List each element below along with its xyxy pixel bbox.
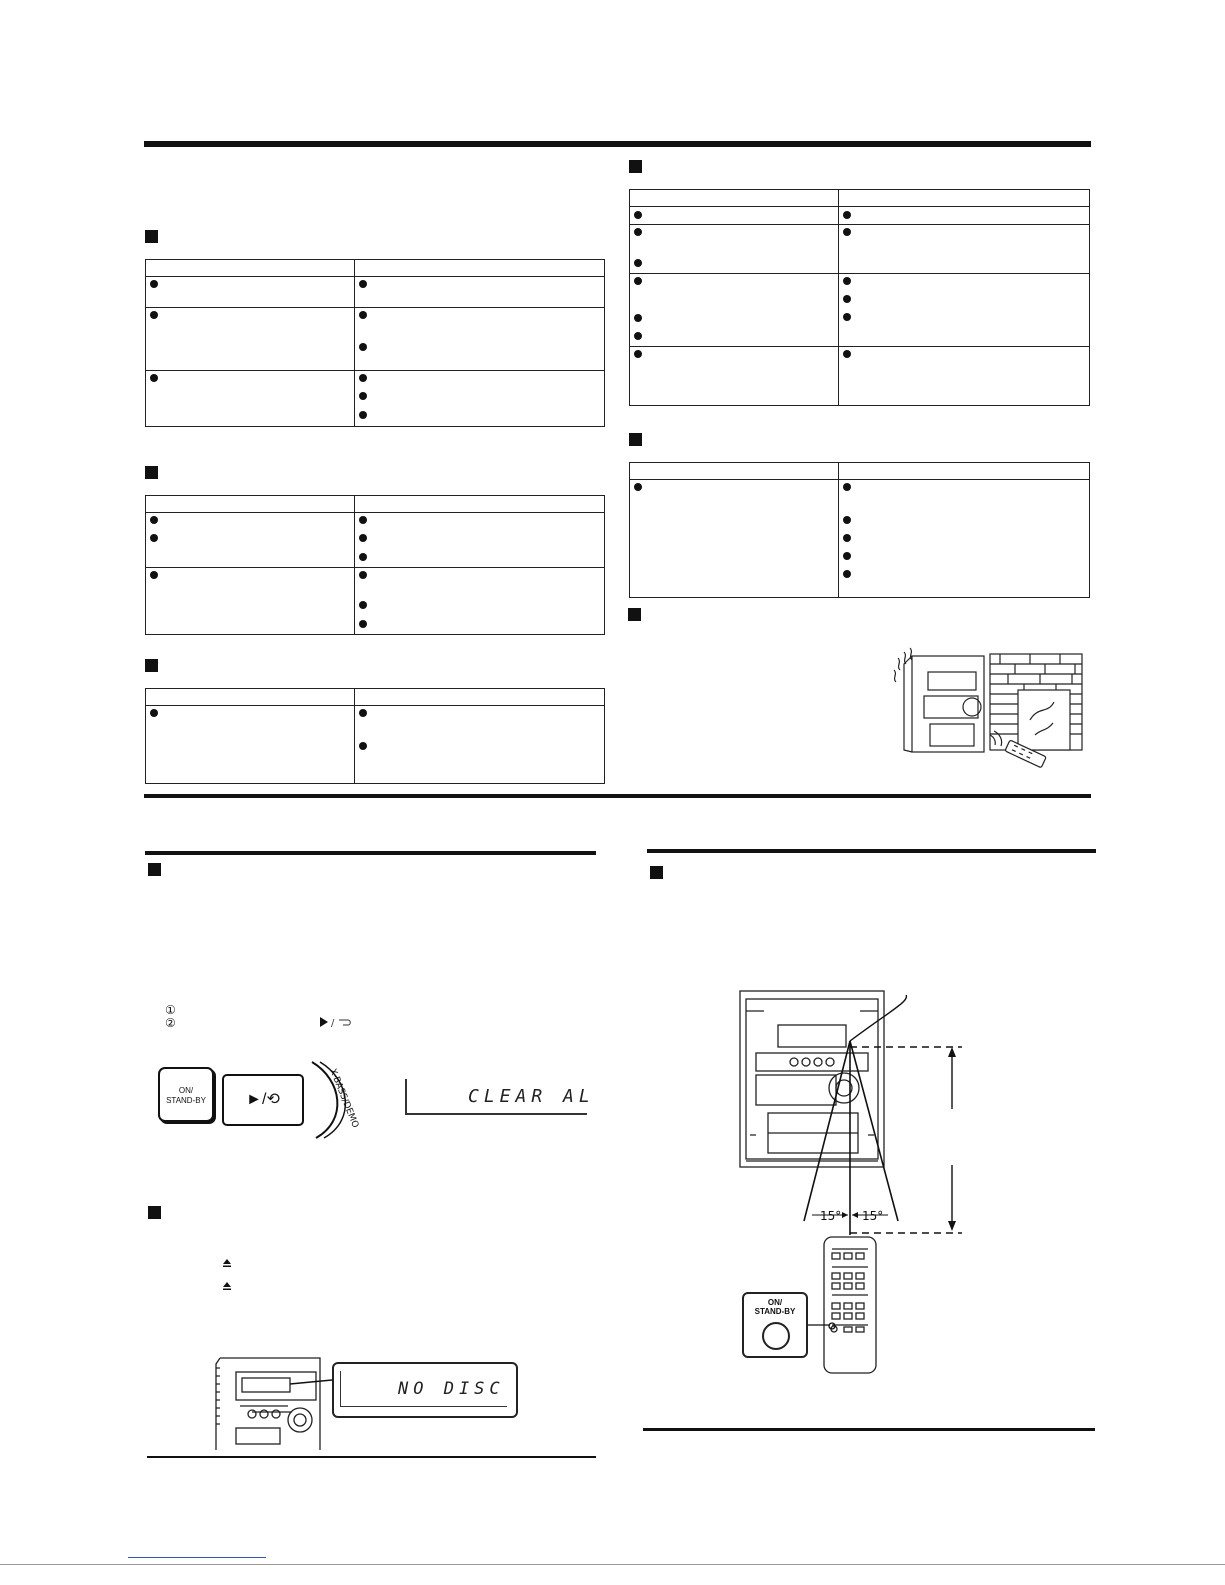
troubleshoot-table-3 (145, 688, 605, 784)
troubleshoot-table-5 (629, 462, 1090, 598)
bullet-icon (359, 311, 367, 319)
bullet-icon (843, 516, 851, 524)
bullet-icon (634, 211, 642, 219)
unit-illustration (212, 1354, 332, 1450)
section-marker-icon (148, 863, 161, 876)
bullet-icon (359, 601, 367, 609)
bullet-icon (634, 259, 642, 267)
xbass-demo-button[interactable] (300, 1060, 361, 1140)
remote-on-standby-callout[interactable] (742, 1292, 808, 1358)
bottom-right-footer-rule (643, 1428, 1095, 1431)
bullet-icon (150, 374, 158, 382)
svg-text:/: / (331, 1018, 335, 1029)
bullet-icon (359, 516, 367, 524)
display-text-no-disc: NO DISC (398, 1379, 505, 1399)
bullet-icon (359, 374, 367, 382)
bullet-icon (843, 313, 851, 321)
troubleshoot-table-1 (145, 259, 605, 427)
troubleshoot-table-4 (629, 189, 1090, 406)
bullet-icon (150, 516, 158, 524)
section-marker-icon (629, 433, 642, 446)
display-text-clear-all: CLEAR AL (468, 1086, 595, 1107)
bullet-icon (150, 571, 158, 579)
on-standby-button[interactable] (158, 1067, 214, 1122)
remote-on-standby-label: ON/ STAND-BY (754, 1298, 796, 1316)
section-marker-icon (650, 866, 663, 879)
bullet-icon (150, 311, 158, 319)
section-marker-icon (145, 659, 158, 672)
bullet-icon (359, 411, 367, 419)
bullet-icon (359, 343, 367, 351)
bullet-icon (843, 350, 851, 358)
section-marker-icon (629, 160, 642, 173)
bullet-icon (634, 228, 642, 236)
top-header-rule (144, 141, 1091, 147)
bullet-icon (634, 350, 642, 358)
bullet-icon (359, 553, 367, 561)
angle-label-right: 15° (862, 1209, 884, 1223)
bullet-icon (150, 534, 158, 542)
bullet-icon (634, 483, 642, 491)
play-repeat-button[interactable] (222, 1074, 304, 1126)
section-marker-icon (148, 1206, 161, 1219)
bullet-icon (150, 709, 158, 717)
section-marker-icon (628, 608, 641, 621)
bullet-icon (150, 280, 158, 288)
eject-icon (222, 1281, 232, 1291)
bullet-icon (359, 571, 367, 579)
bullet-icon (359, 534, 367, 542)
step-number-1: ① (165, 1003, 176, 1017)
bullet-icon (359, 620, 367, 628)
remote-power-button[interactable] (762, 1322, 790, 1350)
xbass-demo-label: X-BASS/DEMO (327, 1067, 361, 1130)
play-repeat-label: ►/⟲ (246, 1091, 280, 1108)
bullet-icon (634, 314, 642, 322)
eject-icon (222, 1258, 232, 1268)
bullet-icon (843, 552, 851, 560)
top-section-bottom-rule (144, 794, 1091, 798)
step-number-2: ② (165, 1016, 176, 1030)
bullet-icon (359, 709, 367, 717)
bullet-icon (843, 534, 851, 542)
bottom-left-header-rule (145, 851, 596, 855)
bullet-icon (843, 211, 851, 219)
bullet-icon (634, 277, 642, 285)
bullet-icon (843, 570, 851, 578)
bullet-icon (843, 483, 851, 491)
footer-link-underline (128, 1557, 266, 1558)
play-repeat-symbol (320, 1017, 354, 1027)
bullet-icon (359, 280, 367, 288)
bullet-icon (843, 277, 851, 285)
bullet-icon (843, 228, 851, 236)
bullet-icon (359, 392, 367, 400)
section-marker-icon (145, 466, 158, 479)
bullet-icon (634, 332, 642, 340)
interference-illustration (890, 640, 1090, 770)
bottom-right-header-rule (647, 849, 1096, 853)
section-marker-icon (145, 230, 158, 243)
bottom-left-footer-rule (147, 1456, 596, 1458)
angle-label-left: 15° (820, 1209, 842, 1223)
footer-edge-line (0, 1564, 1225, 1565)
on-standby-label: ON/ STAND-BY (166, 1086, 206, 1105)
bullet-icon (359, 742, 367, 750)
troubleshoot-table-2 (145, 495, 605, 635)
bullet-icon (843, 295, 851, 303)
